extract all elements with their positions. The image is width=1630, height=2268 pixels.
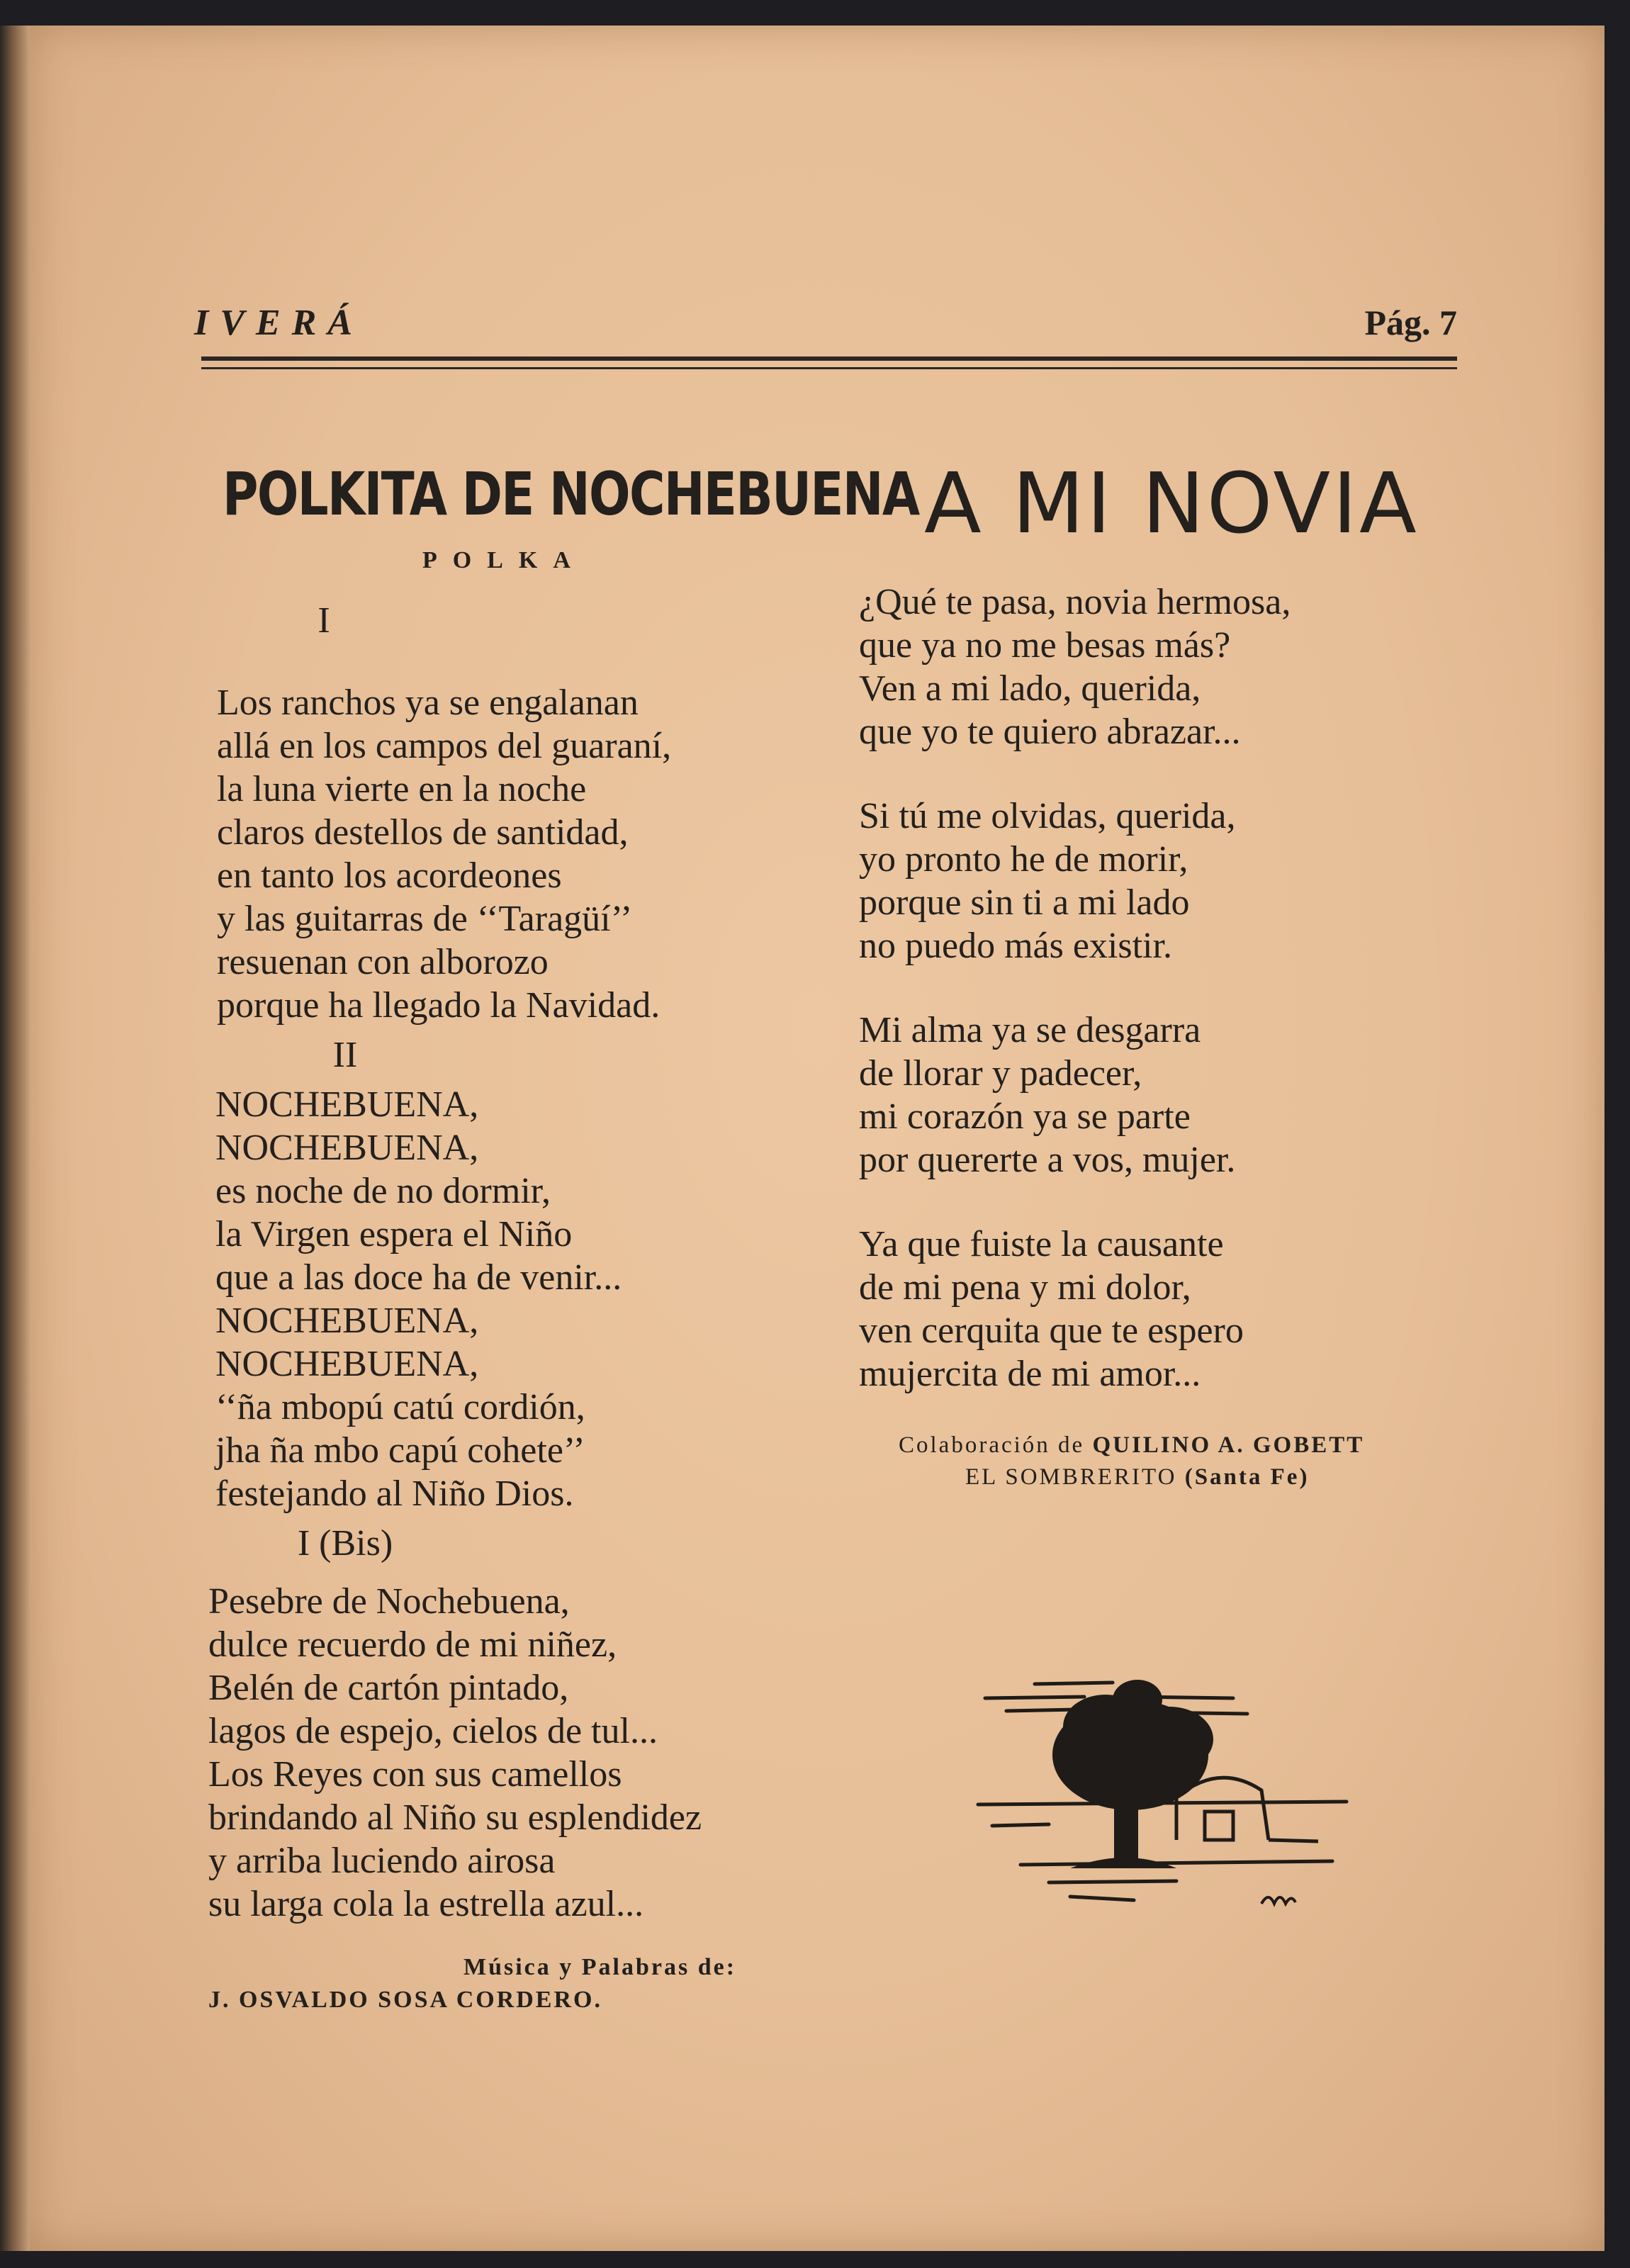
- verse-line: Ven a mi lado, querida,: [859, 668, 1201, 709]
- verse-line: porque sin ti a mi lado: [859, 882, 1190, 923]
- stanza: [859, 580, 1468, 753]
- verse-line: es noche de no dormir,: [215, 1171, 551, 1211]
- verse-line: claros destellos de santidad,: [217, 812, 629, 853]
- verse-line: Si tú me olvidas, querida,: [859, 796, 1236, 836]
- section-number: I: [317, 600, 330, 641]
- verse-line: y arriba luciendo airosa: [208, 1841, 556, 1881]
- verse-line: brindando al Niño su esplendidez: [208, 1797, 702, 1838]
- credit-location: [965, 1464, 1468, 1491]
- poem-title: A MI NOVIA: [924, 454, 1419, 552]
- stanza: [208, 1580, 838, 1926]
- verse-line: mi corazón ya se parte: [859, 1096, 1191, 1137]
- verse-line: NOCHEBUENA,: [215, 1344, 479, 1384]
- author-credit: J. OSVALDO SOSA CORDERO.: [208, 1987, 602, 2013]
- stanza: [859, 1009, 1468, 1181]
- verse-line: no puedo más existir.: [859, 926, 1172, 966]
- verse-line: jha ña mbo capú cohete’’: [215, 1430, 585, 1471]
- header-rule-thin: [201, 367, 1457, 369]
- credit-name: QUILINO A. GOBETT: [1092, 1432, 1365, 1458]
- stanza: [217, 681, 838, 1027]
- music-credit: Música y Palabras de:: [463, 1954, 737, 1980]
- right-column: [845, 422, 1468, 1491]
- verse-line: que a las doce ha de venir...: [215, 1257, 622, 1298]
- verse-line: yo pronto he de morir,: [859, 839, 1188, 880]
- verse-line: de mi pena y mi dolor,: [859, 1267, 1191, 1308]
- poem-subtitle: POLKA: [422, 547, 586, 573]
- verse-line: ven cerquita que te espero: [859, 1310, 1244, 1351]
- collaboration-credit: [899, 1432, 1468, 1459]
- verse-line: resuenan con alborozo: [217, 942, 549, 982]
- credit-prefix: Colaboración de: [899, 1432, 1085, 1458]
- verse-line: que ya no me besas más?: [859, 625, 1231, 666]
- verse-line: de llorar y padecer,: [859, 1053, 1142, 1094]
- verse-line: la luna vierte en la noche: [217, 769, 587, 809]
- credit-region: (Santa Fe): [1184, 1464, 1310, 1490]
- verse-line: en tanto los acordeones: [217, 855, 562, 896]
- stanza: [215, 1083, 838, 1515]
- verse-line: ¿Qué te pasa, novia hermosa,: [859, 582, 1291, 622]
- book-binding: [0, 26, 30, 2251]
- credit-place: EL SOMBRERITO: [965, 1464, 1177, 1490]
- verse-line: su larga cola la estrella azul...: [208, 1884, 644, 1924]
- verse-line: ‘‘ña mbopú catú cordión,: [215, 1387, 585, 1427]
- verse-line: Los ranchos ya se engalanan: [217, 683, 639, 723]
- verse-line: allá en los campos del guaraní,: [217, 726, 672, 766]
- poem-title: POLKITA DE NOCHEBUENA: [223, 459, 919, 529]
- stanza: [859, 795, 1468, 967]
- verse-line: NOCHEBUENA,: [215, 1301, 479, 1341]
- left-column: [179, 422, 919, 2014]
- verse-line: Los Reyes con sus camellos: [208, 1754, 622, 1795]
- verse-line: Mi alma ya se desgarra: [859, 1010, 1201, 1050]
- verse-line: mujercita de mi amor...: [859, 1354, 1201, 1394]
- page-number: Pág. 7: [1364, 303, 1457, 342]
- verse-line: la Virgen espera el Niño: [215, 1214, 573, 1254]
- verse-line: que yo te quiero abrazar...: [859, 712, 1241, 752]
- verse-line: Belén de cartón pintado,: [208, 1668, 569, 1708]
- verse-line: porque ha llegado la Navidad.: [217, 985, 661, 1026]
- verse-line: dulce recuerdo de mi niñez,: [208, 1624, 617, 1665]
- verse-line: Pesebre de Nochebuena,: [208, 1581, 570, 1622]
- section-number: II: [332, 1035, 358, 1075]
- magazine-page: [30, 26, 1604, 2251]
- verse-line: NOCHEBUENA,: [215, 1084, 479, 1125]
- verse-line: lagos de espejo, cielos de tul...: [208, 1711, 658, 1751]
- stanza: [859, 1223, 1468, 1396]
- verse-line: Ya que fuiste la causante: [859, 1224, 1224, 1264]
- verse-line: por quererte a vos, mujer.: [859, 1140, 1236, 1180]
- verse-line: y las guitarras de ‘‘Taragüí’’: [217, 899, 633, 939]
- magazine-name: IVERÁ: [194, 303, 364, 343]
- verse-line: festejando al Niño Dios.: [215, 1473, 574, 1514]
- verse-line: NOCHEBUENA,: [215, 1128, 479, 1168]
- section-number: I (Bis): [297, 1523, 393, 1564]
- tree-and-ranch-drawing-icon: [964, 1656, 1361, 1925]
- header-rule: [201, 357, 1457, 361]
